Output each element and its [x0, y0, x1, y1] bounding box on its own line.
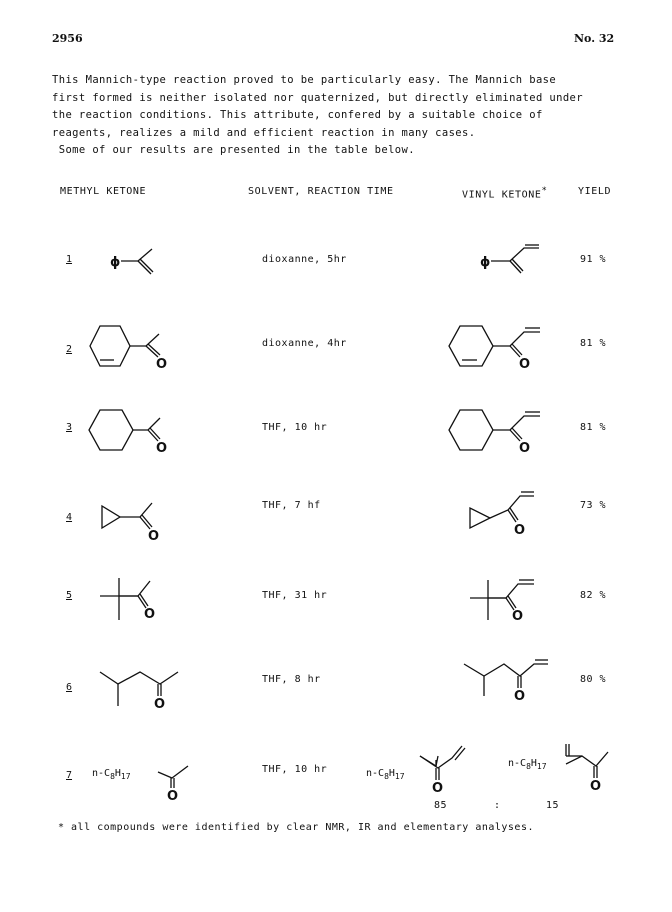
row-number: 4 — [66, 512, 73, 523]
row-number: 3 — [66, 422, 73, 433]
structure-vinyl-ketone-7b — [508, 744, 608, 794]
paragraph-line: This Mannich-type reaction proved to be particularly easy. The Mannich base — [52, 74, 557, 86]
reaction-conditions: dioxanne, 4hr — [262, 338, 347, 349]
oxygen-label: O — [144, 607, 156, 622]
ratio-major: 85 — [434, 800, 448, 811]
oxygen-label: O — [154, 697, 166, 712]
oxygen-label: O — [514, 523, 526, 538]
structure-vinyl-ketone-7a — [366, 746, 465, 796]
oxygen-label: O — [432, 781, 444, 796]
ratio-separator: : — [494, 800, 501, 811]
yield-value: 73 % — [580, 500, 607, 511]
alkyl-label: $n-C_8H_{17}$ — [366, 768, 405, 781]
oxygen-label: O — [514, 689, 526, 704]
structure-methyl-ketone-2 — [90, 326, 167, 372]
oxygen-label: O — [156, 357, 168, 372]
structure-vinyl-ketone-1 — [480, 245, 539, 273]
oxygen-label: O — [167, 789, 179, 804]
footnote-mark: * — [541, 186, 548, 196]
structure-vinyl-ketone-6 — [464, 660, 548, 704]
alkyl-label: $n-C_8H_{17}$ — [508, 758, 547, 771]
yield-value: 81 % — [580, 338, 607, 349]
structure-vinyl-ketone-2 — [449, 326, 540, 372]
structure-vinyl-ketone-3 — [449, 410, 540, 456]
structure-methyl-ketone-3 — [89, 410, 167, 456]
row-number: 2 — [66, 344, 73, 355]
reaction-conditions: THF, 7 hf — [262, 500, 321, 511]
phenyl-symbol: ϕ — [110, 255, 121, 270]
structure-methyl-ketone-5 — [100, 578, 155, 622]
yield-value: 82 % — [580, 590, 607, 601]
header-yield: YIELD — [578, 186, 612, 197]
oxygen-label: O — [156, 441, 168, 456]
row-number: 7 — [66, 770, 73, 781]
structure-methyl-ketone-4 — [102, 503, 159, 544]
yield-value: 91 % — [580, 254, 607, 265]
footnote: * all compounds were identified by clear NMR, IR and elementary analyses. — [58, 822, 534, 833]
paragraph-line: reagents, realizes a mild and efficient reaction in many cases. — [52, 126, 476, 139]
ratio-minor: 15 — [546, 800, 560, 811]
yield-value: 81 % — [580, 422, 607, 433]
vinyl-ketone-label: VINYL KETONE — [462, 189, 542, 201]
structure-vinyl-ketone-5 — [470, 580, 534, 624]
oxygen-label: O — [148, 529, 160, 544]
issue-number: No. 32 — [574, 32, 615, 45]
paragraph-line: Some of our results are presented in the table below. — [52, 144, 415, 157]
row-number: 6 — [66, 682, 73, 693]
structure-methyl-ketone-6 — [100, 672, 178, 712]
paragraph-line: first formed is neither isolated nor quaternized, but directly eliminated under — [52, 91, 584, 104]
reaction-conditions: THF, 31 hr — [262, 590, 328, 601]
oxygen-label: O — [512, 609, 524, 624]
row-number: 5 — [66, 590, 73, 601]
reaction-conditions: THF, 10 hr — [262, 422, 328, 433]
page-number: 2956 — [52, 32, 83, 45]
oxygen-label: O — [519, 357, 531, 372]
oxygen-label: O — [519, 441, 531, 456]
phenyl-symbol: ϕ — [480, 255, 491, 270]
structure-vinyl-ketone-4 — [470, 492, 534, 538]
reaction-conditions: dioxanne, 5hr — [262, 254, 347, 265]
row-number: 1 — [66, 254, 73, 265]
header-solvent: SOLVENT, REACTION TIME — [248, 186, 394, 197]
yield-value: 80 % — [580, 674, 607, 685]
alkyl-label: $n-C_8H_{17}$ — [92, 768, 131, 781]
reaction-conditions: THF, 8 hr — [262, 674, 321, 685]
structure-methyl-ketone-1 — [110, 249, 153, 274]
oxygen-label: O — [590, 779, 602, 794]
header-methyl-ketone: METHYL KETONE — [60, 186, 147, 197]
paragraph-line: the reaction conditions. This attribute, confered by a suitable choice of — [52, 109, 543, 122]
reaction-conditions: THF, 10 hr — [262, 764, 328, 775]
structure-methyl-ketone-7 — [92, 766, 188, 804]
